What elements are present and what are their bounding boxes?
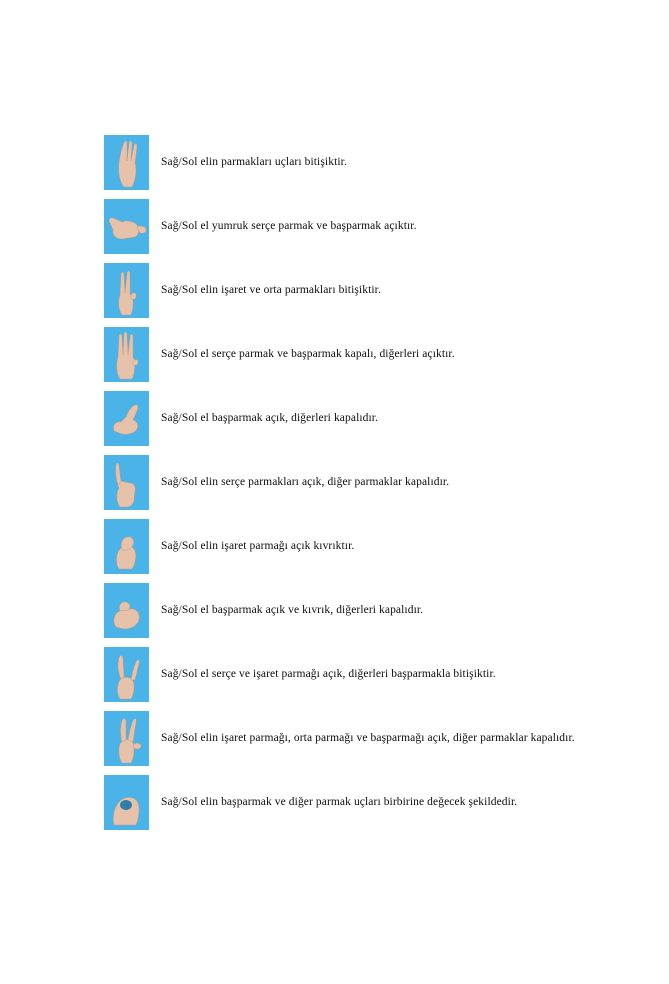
list-item-caption: Sağ/Sol elin parmakları uçları bitişiktir. (161, 155, 347, 168)
list-item-caption: Sağ/Sol el başparmak açık ve kıvrık, diğerleri kapalıdır. (161, 603, 424, 616)
list-item-caption: Sağ/Sol elin işaret parmağı açık kıvrıktır. (161, 539, 355, 552)
list-item (104, 130, 624, 194)
list-item (104, 258, 624, 322)
list-item (104, 642, 624, 706)
hand-thumb-up-icon (104, 391, 149, 446)
hand-index-middle-thumb-open-icon (104, 711, 149, 766)
hand-pinky-open-icon (104, 455, 149, 510)
hand-index-middle-together-icon (104, 263, 149, 318)
hand-index-hooked-icon (104, 519, 149, 574)
hand-fingertips-touching-circle-icon (104, 775, 149, 830)
list-item (104, 770, 624, 834)
list-item (104, 322, 624, 386)
list-item (104, 514, 624, 578)
list-item-caption: Sağ/Sol elin başparmak ve diğer parmak uçları birbirine değecek şekildedir. (161, 795, 518, 808)
hand-fingers-tips-together-icon (104, 135, 149, 190)
sign-language-list (104, 130, 624, 834)
list-item (104, 194, 624, 258)
list-item (104, 578, 624, 642)
list-item-caption: Sağ/Sol el başparmak açık, diğerleri kapalıdır. (161, 411, 379, 424)
list-item (104, 450, 624, 514)
hand-pinky-thumb-closed-icon (104, 327, 149, 382)
list-item-caption: Sağ/Sol el serçe ve işaret parmağı açık, diğerleri başparmakla bitişiktir. (161, 667, 496, 680)
hand-pinky-index-open-icon (104, 647, 149, 702)
list-item-caption: Sağ/Sol el yumruk serçe parmak ve başparmak açıktır. (161, 219, 417, 232)
list-item (104, 386, 624, 450)
list-item-caption: Sağ/Sol el serçe parmak ve başparmak kapalı, diğerleri açıktır. (161, 347, 455, 360)
hand-thumb-bent-icon (104, 583, 149, 638)
list-item-caption: Sağ/Sol elin serçe parmakları açık, diğer parmaklar kapalıdır. (161, 475, 450, 488)
list-item (104, 706, 624, 770)
list-item-caption: Sağ/Sol elin işaret parmağı, orta parmağı ve başparmağı açık, diğer parmaklar kapalıdır. (161, 731, 575, 744)
list-item-caption: Sağ/Sol elin işaret ve orta parmakları bitişiktir. (161, 283, 381, 296)
hand-fist-thumb-pinky-open-icon (104, 199, 149, 254)
